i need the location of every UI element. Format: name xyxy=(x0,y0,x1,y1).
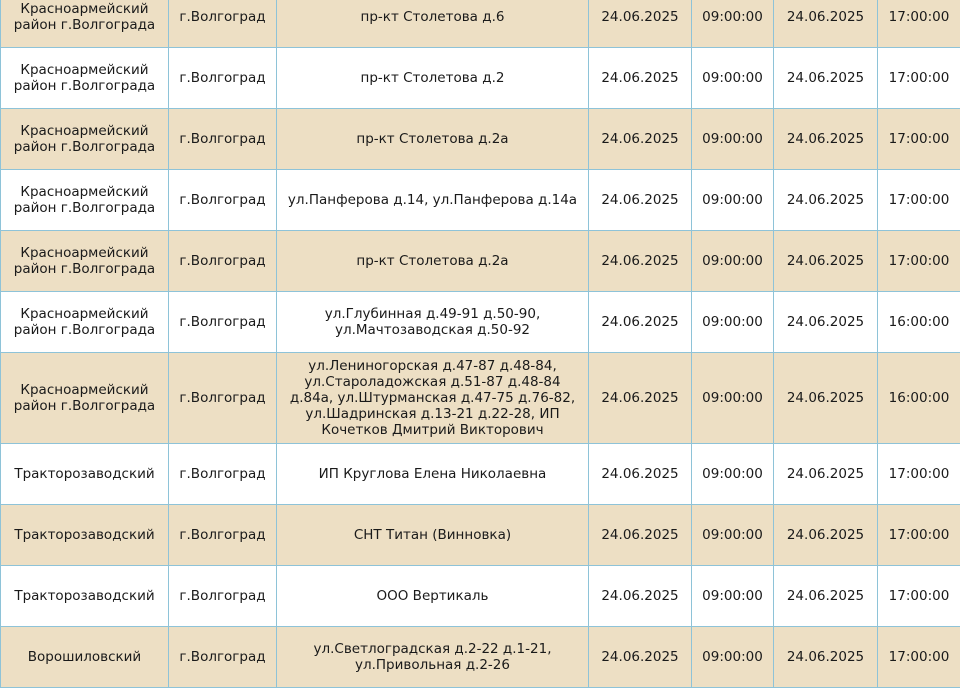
address-cell: СНТ Титан (Винновка) xyxy=(277,505,589,566)
district-cell: Красноармейский район г.Волгограда xyxy=(1,353,169,444)
end-time-cell: 17:00:00 xyxy=(878,505,960,566)
table-row xyxy=(1,353,960,444)
city-cell: г.Волгоград xyxy=(169,0,277,48)
district-cell: Красноармейский район г.Волгограда xyxy=(1,0,169,48)
end-date-cell: 24.06.2025 xyxy=(774,627,878,688)
end-time-cell: 17:00:00 xyxy=(878,566,960,627)
start-time-cell: 09:00:00 xyxy=(692,444,774,505)
district-cell: Красноармейский район г.Волгограда xyxy=(1,231,169,292)
table-row xyxy=(1,170,960,231)
district-cell: Тракторозаводский xyxy=(1,566,169,627)
city-cell: г.Волгоград xyxy=(169,444,277,505)
end-time-cell: 17:00:00 xyxy=(878,444,960,505)
start-date-cell: 24.06.2025 xyxy=(589,353,692,444)
address-cell: ул.Светлоградская д.2-22 д.1-21, ул.Привольная д.2-26 xyxy=(277,627,589,688)
address-cell: ИП Круглова Елена Николаевна xyxy=(277,444,589,505)
end-date-cell: 24.06.2025 xyxy=(774,109,878,170)
start-time-cell: 09:00:00 xyxy=(692,48,774,109)
end-time-cell: 17:00:00 xyxy=(878,627,960,688)
start-date-cell: 24.06.2025 xyxy=(589,627,692,688)
end-date-cell: 24.06.2025 xyxy=(774,170,878,231)
table-row xyxy=(1,444,960,505)
address-cell: ул.Панферова д.14, ул.Панферова д.14а xyxy=(277,170,589,231)
address-cell: пр-кт Столетова д.2а xyxy=(277,231,589,292)
end-time-cell: 16:00:00 xyxy=(878,353,960,444)
start-date-cell: 24.06.2025 xyxy=(589,170,692,231)
table-row xyxy=(1,505,960,566)
start-time-cell: 09:00:00 xyxy=(692,231,774,292)
end-date-cell: 24.06.2025 xyxy=(774,444,878,505)
start-time-cell: 09:00:00 xyxy=(692,353,774,444)
address-cell: ООО Вертикаль xyxy=(277,566,589,627)
district-cell: Красноармейский район г.Волгограда xyxy=(1,292,169,353)
start-date-cell: 24.06.2025 xyxy=(589,0,692,48)
table-body xyxy=(1,0,960,688)
end-time-cell: 17:00:00 xyxy=(878,48,960,109)
city-cell: г.Волгоград xyxy=(169,505,277,566)
table-row xyxy=(1,109,960,170)
start-time-cell: 09:00:00 xyxy=(692,170,774,231)
start-date-cell: 24.06.2025 xyxy=(589,48,692,109)
start-date-cell: 24.06.2025 xyxy=(589,109,692,170)
end-date-cell: 24.06.2025 xyxy=(774,48,878,109)
start-time-cell: 09:00:00 xyxy=(692,505,774,566)
district-cell: Тракторозаводский xyxy=(1,505,169,566)
city-cell: г.Волгоград xyxy=(169,292,277,353)
start-time-cell: 09:00:00 xyxy=(692,109,774,170)
district-cell: Ворошиловский xyxy=(1,627,169,688)
city-cell: г.Волгоград xyxy=(169,566,277,627)
city-cell: г.Волгоград xyxy=(169,109,277,170)
start-date-cell: 24.06.2025 xyxy=(589,231,692,292)
start-date-cell: 24.06.2025 xyxy=(589,444,692,505)
end-time-cell: 17:00:00 xyxy=(878,231,960,292)
end-date-cell: 24.06.2025 xyxy=(774,353,878,444)
end-date-cell: 24.06.2025 xyxy=(774,292,878,353)
start-date-cell: 24.06.2025 xyxy=(589,505,692,566)
address-cell: ул.Глубинная д.49-91 д.50-90, ул.Мачтозаводская д.50-92 xyxy=(277,292,589,353)
start-time-cell: 09:00:00 xyxy=(692,292,774,353)
district-cell: Красноармейский район г.Волгограда xyxy=(1,170,169,231)
start-date-cell: 24.06.2025 xyxy=(589,292,692,353)
end-time-cell: 17:00:00 xyxy=(878,170,960,231)
address-cell: ул.Лениногорская д.47-87 д.48-84, ул.Староладожская д.51-87 д.48-84 д.84а, ул.Штурманская д.47-75 д.76-82, ул.Шадринская д.13-21 д.22-28, ИП Кочетков Дмитрий Викторович xyxy=(277,353,589,444)
end-time-cell: 16:00:00 xyxy=(878,292,960,353)
district-cell: Красноармейский район г.Волгограда xyxy=(1,109,169,170)
end-date-cell: 24.06.2025 xyxy=(774,231,878,292)
start-time-cell: 09:00:00 xyxy=(692,566,774,627)
table-row xyxy=(1,627,960,688)
table-row xyxy=(1,292,960,353)
address-cell: пр-кт Столетова д.6 xyxy=(277,0,589,48)
end-time-cell: 17:00:00 xyxy=(878,0,960,48)
city-cell: г.Волгоград xyxy=(169,170,277,231)
start-time-cell: 09:00:00 xyxy=(692,0,774,48)
district-cell: Тракторозаводский xyxy=(1,444,169,505)
city-cell: г.Волгоград xyxy=(169,48,277,109)
start-date-cell: 24.06.2025 xyxy=(589,566,692,627)
table-row xyxy=(1,48,960,109)
end-date-cell: 24.06.2025 xyxy=(774,0,878,48)
address-cell: пр-кт Столетова д.2а xyxy=(277,109,589,170)
table-row xyxy=(1,231,960,292)
address-cell: пр-кт Столетова д.2 xyxy=(277,48,589,109)
city-cell: г.Волгоград xyxy=(169,627,277,688)
start-time-cell: 09:00:00 xyxy=(692,627,774,688)
table-row xyxy=(1,566,960,627)
city-cell: г.Волгоград xyxy=(169,231,277,292)
end-date-cell: 24.06.2025 xyxy=(774,505,878,566)
end-time-cell: 17:00:00 xyxy=(878,109,960,170)
district-cell: Красноармейский район г.Волгограда xyxy=(1,48,169,109)
end-date-cell: 24.06.2025 xyxy=(774,566,878,627)
city-cell: г.Волгоград xyxy=(169,353,277,444)
table-row xyxy=(1,0,960,48)
